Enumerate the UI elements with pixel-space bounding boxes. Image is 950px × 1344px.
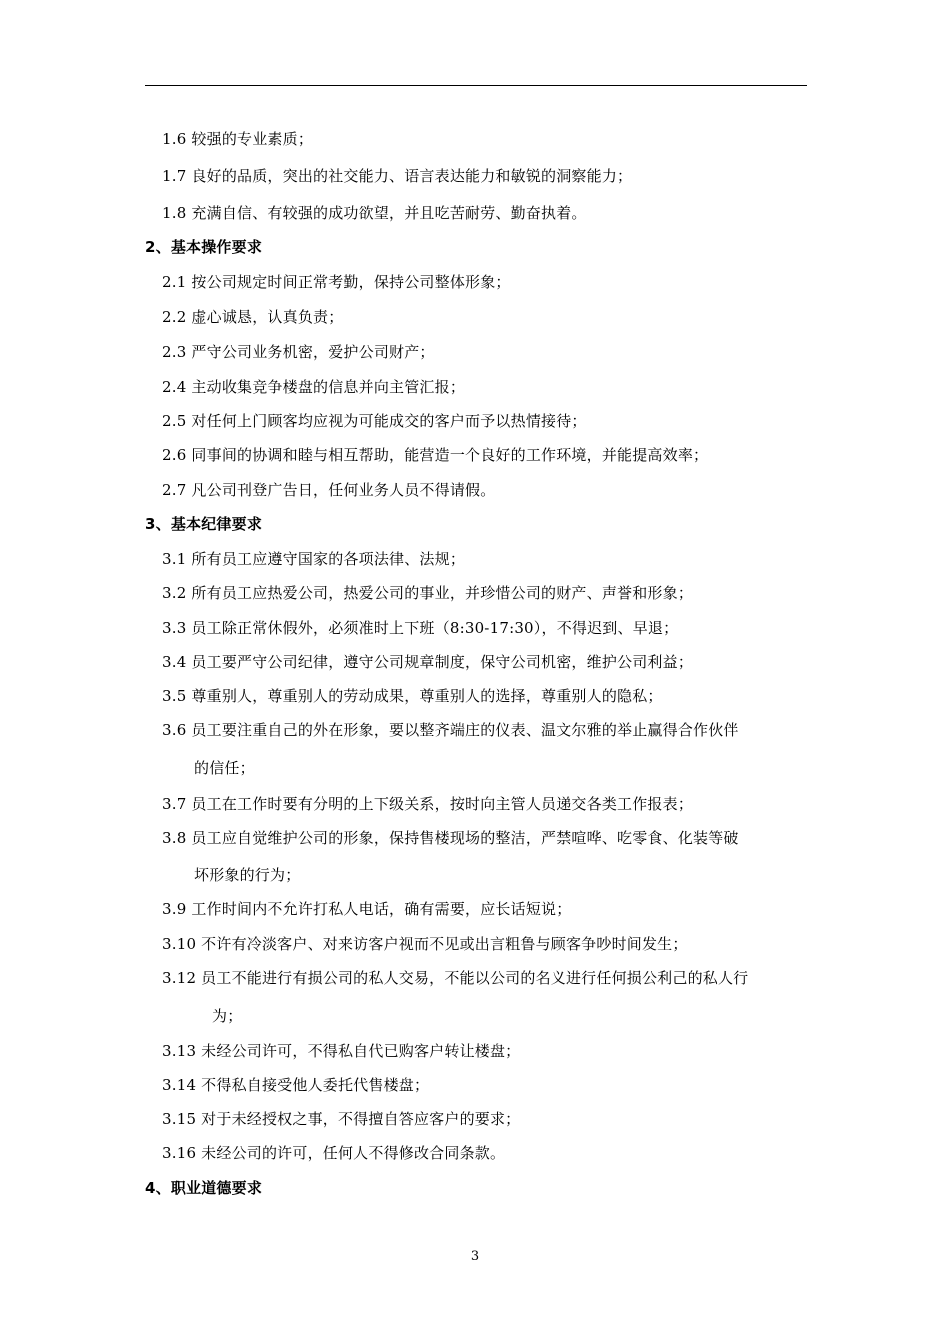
item-1-8: 1.8 充满自信、有较强的成功欲望，并且吃苦耐劳、勤奋执着。	[162, 204, 587, 222]
item-3-2: 3.2 所有员工应热爱公司，热爱公司的事业，并珍惜公司的财产、声誉和形象；	[162, 584, 694, 602]
item-3-9: 3.9 工作时间内不允许打私人电话，确有需要，应长话短说；	[162, 900, 572, 918]
item-2-3: 2.3 严守公司业务机密，爱护公司财产；	[162, 343, 435, 361]
item-3-12: 3.12 员工不能进行有损公司的私人交易，不能以公司的名义进行任何损公利己的私人行	[162, 969, 749, 987]
page-number: 3	[470, 1249, 480, 1264]
item-3-13: 3.13 未经公司许可，不得私自代已购客户转让楼盘；	[162, 1042, 521, 1060]
item-2-6: 2.6 同事间的协调和睦与相互帮助，能营造一个良好的工作环境，并能提高效率；	[162, 446, 709, 464]
item-3-7: 3.7 员工在工作时要有分明的上下级关系，按时向主管人员递交各类工作报表；	[162, 795, 694, 813]
item-1-7: 1.7 良好的品质，突出的社交能力、语言表达能力和敏锐的洞察能力；	[162, 167, 633, 185]
item-3-12-continuation: 为；	[212, 1007, 243, 1025]
item-2-7: 2.7 凡公司刊登广告日，任何业务人员不得请假。	[162, 481, 496, 499]
item-3-16: 3.16 未经公司的许可，任何人不得修改合同条款。	[162, 1144, 506, 1162]
section-heading-3: 3、基本纪律要求	[145, 515, 263, 533]
item-1-6: 1.6 较强的专业素质；	[162, 130, 314, 148]
item-2-2: 2.2 虚心诚恳，认真负责；	[162, 308, 344, 326]
section-heading-4: 4、职业道德要求	[145, 1179, 263, 1197]
item-2-1: 2.1 按公司规定时间正常考勤，保持公司整体形象；	[162, 273, 511, 291]
item-3-3: 3.3 员工除正常休假外，必须准时上下班（8:30-17:30），不得迟到、早退；	[162, 619, 679, 637]
item-3-5: 3.5 尊重别人，尊重别人的劳动成果，尊重别人的选择，尊重别人的隐私；	[162, 687, 663, 705]
item-3-14: 3.14 不得私自接受他人委托代售楼盘；	[162, 1076, 430, 1094]
item-2-5: 2.5 对任何上门顾客均应视为可能成交的客户而予以热情接待；	[162, 412, 587, 430]
item-3-10: 3.10 不许有冷淡客户、对来访客户视而不见或出言粗鲁与顾客争吵时间发生；	[162, 935, 688, 953]
item-3-6: 3.6 员工要注重自己的外在形象，要以整齐端庄的仪表、温文尔雅的举止赢得合作伙伴	[162, 721, 739, 739]
header-rule	[145, 85, 807, 86]
item-3-8: 3.8 员工应自觉维护公司的形象，保持售楼现场的整洁，严禁喧哗、吃零食、化装等破	[162, 829, 739, 847]
item-3-4: 3.4 员工要严守公司纪律，遵守公司规章制度，保守公司机密，维护公司利益；	[162, 653, 694, 671]
item-3-15: 3.15 对于未经授权之事，不得擅自答应客户的要求；	[162, 1110, 521, 1128]
item-3-6-continuation: 的信任；	[194, 759, 255, 777]
item-3-8-continuation: 坏形象的行为；	[194, 866, 301, 884]
section-heading-2: 2、基本操作要求	[145, 238, 263, 256]
item-3-1: 3.1 所有员工应遵守国家的各项法律、法规；	[162, 550, 466, 568]
item-2-4: 2.4 主动收集竞争楼盘的信息并向主管汇报；	[162, 378, 466, 396]
